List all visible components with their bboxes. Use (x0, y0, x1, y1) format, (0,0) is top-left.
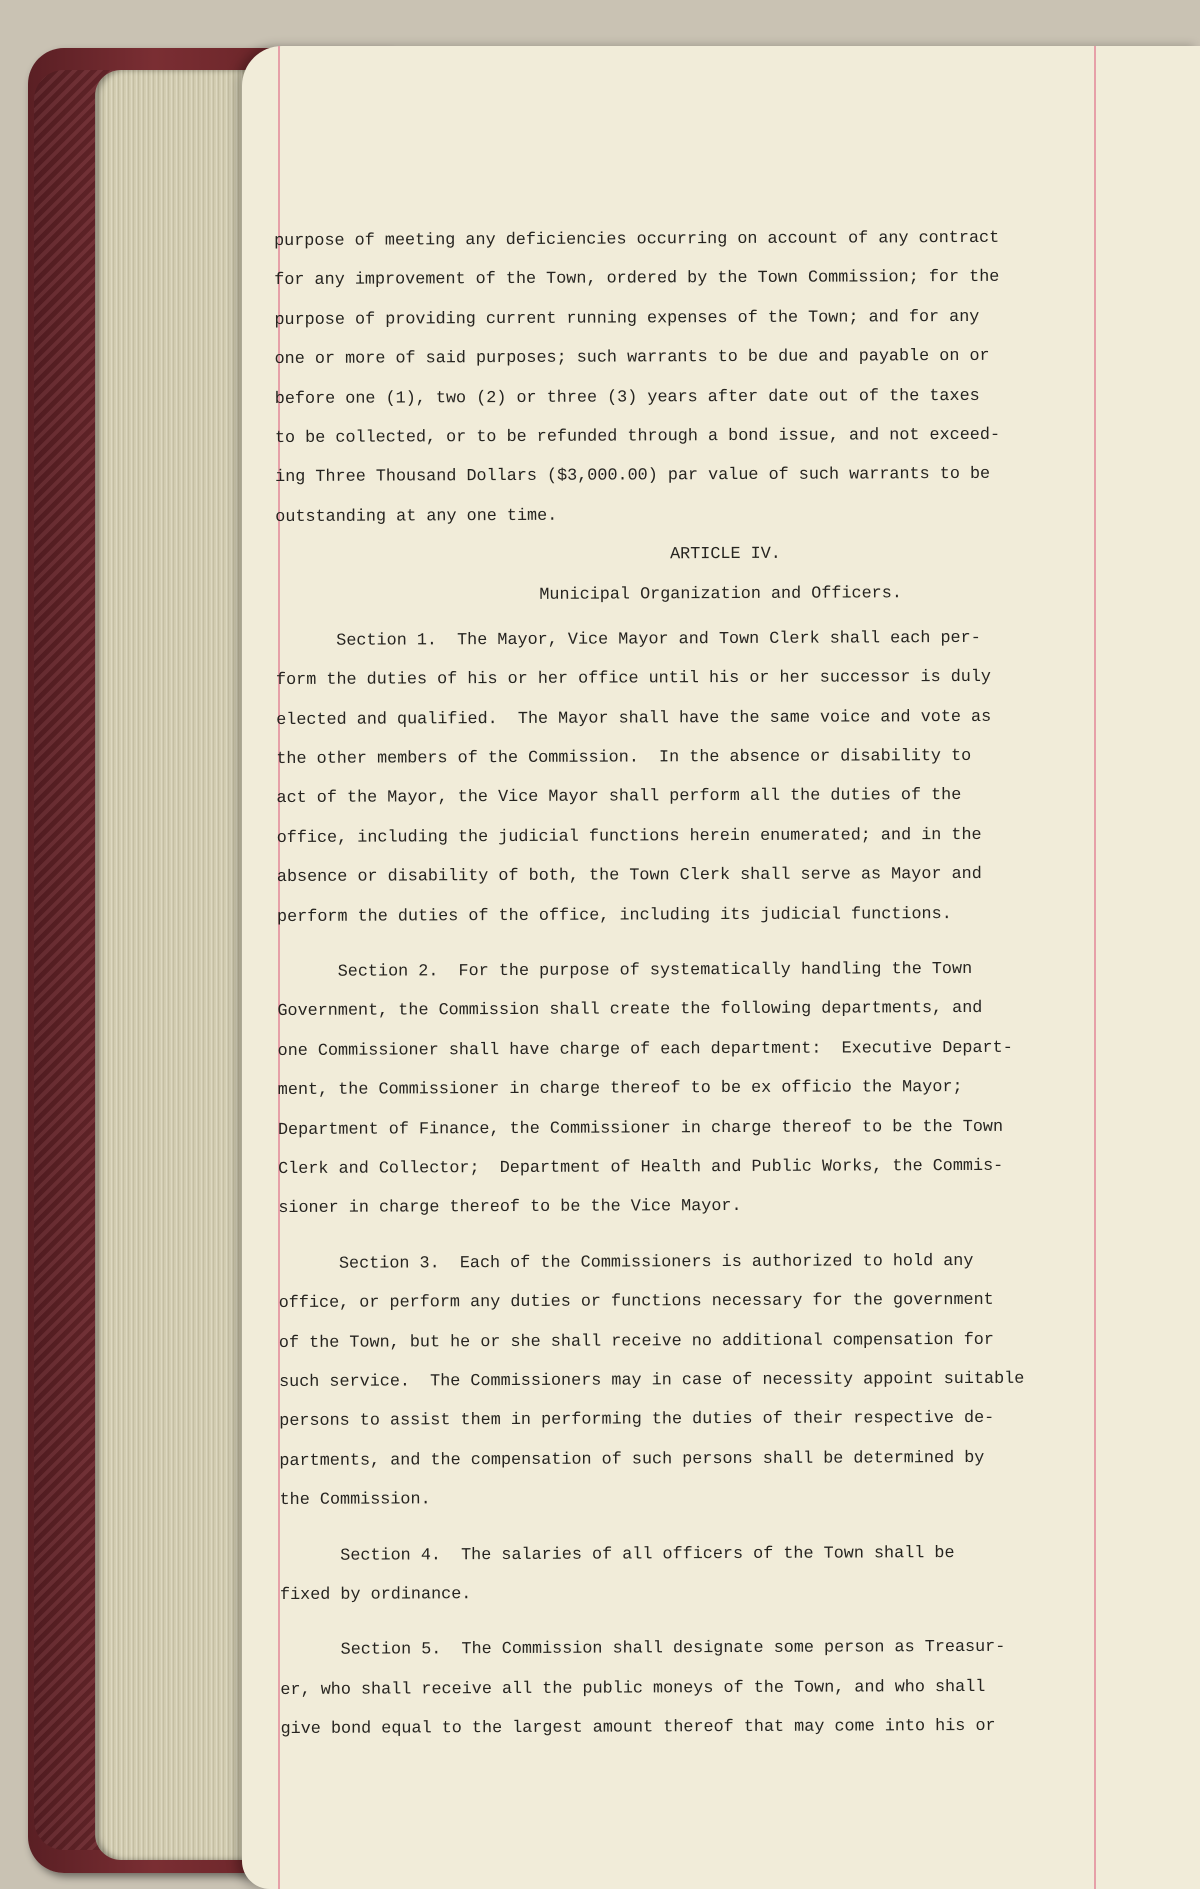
text-line: Department of Finance, the Commissioner in charge thereof to be the Town (277, 1117, 1004, 1140)
text-line: Section 4. The salaries of all officers of the Town shall be (279, 1543, 955, 1566)
text-line: fixed by ordinance. (279, 1585, 472, 1605)
text-line: outstanding at any one time. (275, 506, 558, 527)
article-heading: ARTICLE IV. (670, 544, 781, 565)
text-line: for any improvement of the Town, ordered by the Town Commission; for the (274, 268, 1000, 291)
section-1 (276, 618, 1167, 937)
section-3 (278, 1241, 1169, 1521)
text-line: ing Three Thousand Dollars ($3,000.00) par value of such warrants to be (275, 465, 991, 488)
document-page (242, 46, 1200, 1889)
text-line: the Commission. (279, 1490, 431, 1511)
text-line: sioner in charge thereof to be the Vice Mayor. (278, 1197, 742, 1219)
text-line: elected and qualified. The Mayor shall have the same voice and vote as (276, 707, 992, 730)
section-4 (280, 1533, 1170, 1616)
text-line: Section 3. Each of the Commissioners is authorized to hold any (278, 1251, 974, 1274)
text-line: form the duties of his or her office until his or her successor is duly (275, 668, 992, 691)
text-line: perform the duties of the office, including its judicial functions. (276, 904, 952, 927)
text-line: Section 5. The Commission shall designate some person as Treasur- (280, 1638, 1006, 1661)
text-line: such service. The Commissioners may in case of necessity appoint suitable (279, 1369, 1025, 1392)
text-line: Government, the Commission shall create the following departments, and (277, 999, 983, 1022)
text-line: of the Town, but he or she shall receive no additional compensation for (278, 1330, 994, 1353)
text-line: office, or perform any duties or functions necessary for the government (278, 1291, 994, 1314)
section-2 (277, 949, 1168, 1229)
text-line: give bond equal to the largest amount thereof that may come into his or (280, 1716, 996, 1740)
text-line: office, including the judicial functions herein enumerated; and in the (276, 825, 982, 848)
text-line: to be collected, or to be refunded through a bond issue, and not exceed- (274, 425, 1001, 448)
text-line: Clerk and Collector; Department of Health and Public Works, the Commis- (278, 1156, 1004, 1179)
section-5 (280, 1627, 1171, 1749)
text-line: act of the Mayor, the Vice Mayor shall perform all the duties of the (276, 786, 962, 809)
text-line: purpose of providing current running expenses of the Town; and for any (274, 307, 980, 330)
opening-paragraph (274, 218, 1165, 537)
text-line: ment, the Commissioner in charge thereof to be ex officio the Mayor; (277, 1078, 963, 1101)
text-line: the other members of the Commission. In the absence or disability to (276, 747, 972, 770)
text-line: before one (1), two (2) or three (3) years after date out of the taxes (274, 386, 980, 409)
text-line: Section 2. For the purpose of systematically handling the Town (277, 959, 973, 983)
text-line: one or more of said purposes; such warrants to be due and payable on or (274, 347, 990, 370)
text-line: Section 1. The Mayor, Vice Mayor and Town Clerk shall each per- (275, 628, 981, 651)
article-subheading: Municipal Organization and Officers. (539, 583, 902, 605)
text-line: absence or disability of both, the Town Clerk shall serve as Mayor and (276, 865, 982, 888)
text-line: persons to assist them in performing the duties of their respective de- (279, 1409, 995, 1432)
typed-text (274, 218, 1171, 1749)
text-line: one Commissioner shall have charge of each department: Executive Depart- (277, 1038, 1013, 1061)
text-line: partments, and the compensation of such persons shall be determined by (279, 1448, 985, 1471)
text-line: er, who shall receive all the public moneys of the Town, and who shall (280, 1677, 986, 1700)
text-line: purpose of meeting any deficiencies occurring on account of any contract (274, 228, 1000, 251)
